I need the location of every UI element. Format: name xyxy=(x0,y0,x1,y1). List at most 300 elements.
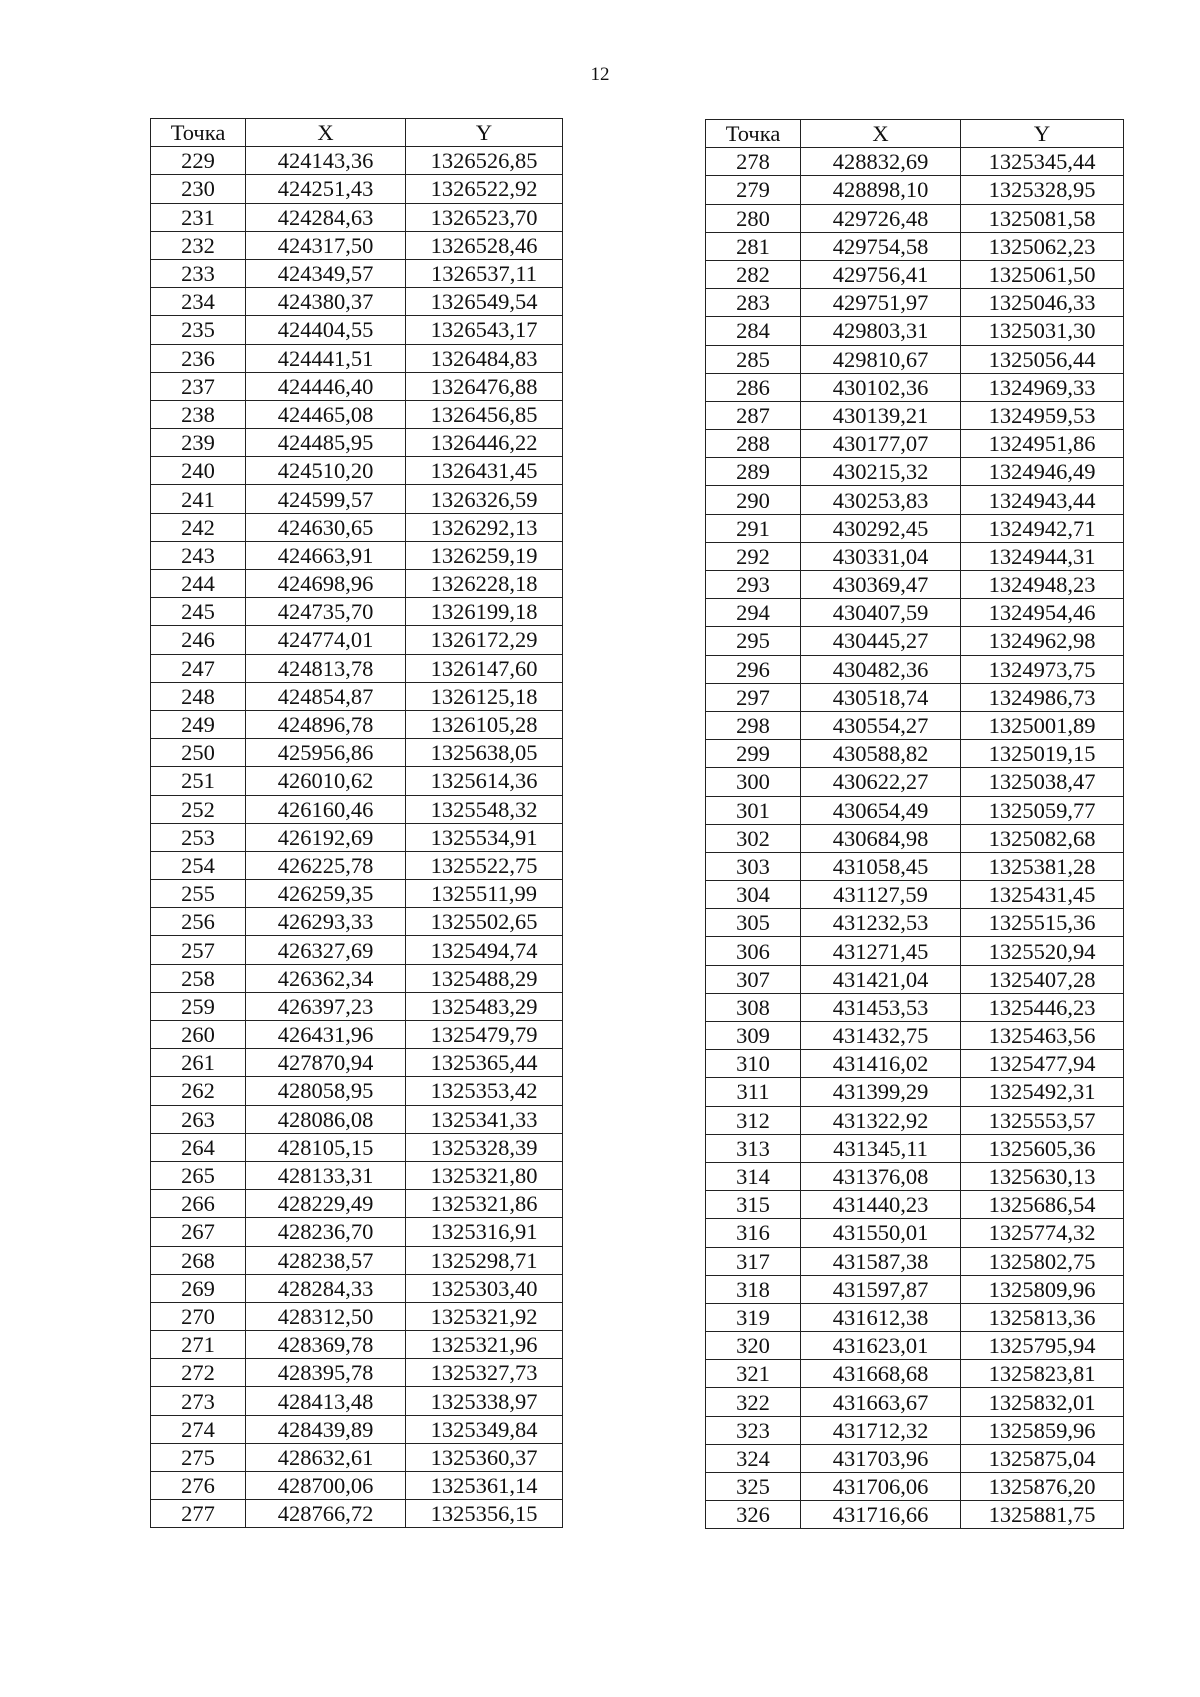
point-cell: 317 xyxy=(706,1247,801,1275)
x-cell: 430684,98 xyxy=(801,824,961,852)
table-row xyxy=(706,1416,1124,1444)
point-cell: 275 xyxy=(151,1443,246,1471)
point-cell: 265 xyxy=(151,1161,246,1189)
point-cell: 262 xyxy=(151,1077,246,1105)
point-cell: 248 xyxy=(151,682,246,710)
x-cell: 431058,45 xyxy=(801,852,961,880)
x-cell: 428284,33 xyxy=(246,1274,406,1302)
table-row xyxy=(151,1246,563,1274)
point-cell: 316 xyxy=(706,1219,801,1247)
point-cell: 251 xyxy=(151,767,246,795)
y-cell: 1325463,56 xyxy=(961,1022,1124,1050)
point-cell: 277 xyxy=(151,1500,246,1528)
point-cell: 240 xyxy=(151,457,246,485)
table-row xyxy=(706,514,1124,542)
point-cell: 234 xyxy=(151,288,246,316)
table-row xyxy=(151,372,563,400)
point-cell: 286 xyxy=(706,373,801,401)
x-cell: 429754,58 xyxy=(801,232,961,260)
y-cell: 1326526,85 xyxy=(406,147,563,175)
x-cell: 424465,08 xyxy=(246,400,406,428)
x-cell: 430407,59 xyxy=(801,599,961,627)
table-row xyxy=(706,260,1124,288)
y-cell: 1325494,74 xyxy=(406,936,563,964)
y-cell: 1326125,18 xyxy=(406,682,563,710)
point-cell: 239 xyxy=(151,429,246,457)
table-row xyxy=(151,570,563,598)
point-cell: 268 xyxy=(151,1246,246,1274)
x-column-header: X xyxy=(801,120,961,148)
table-row xyxy=(706,232,1124,260)
table-row xyxy=(706,373,1124,401)
point-cell: 252 xyxy=(151,795,246,823)
point-cell: 254 xyxy=(151,851,246,879)
y-cell: 1326484,83 xyxy=(406,344,563,372)
table-row xyxy=(706,796,1124,824)
table-row xyxy=(151,851,563,879)
point-cell: 300 xyxy=(706,768,801,796)
point-cell: 279 xyxy=(706,176,801,204)
table-row xyxy=(151,1218,563,1246)
table-row xyxy=(151,767,563,795)
point-cell: 281 xyxy=(706,232,801,260)
table-row xyxy=(706,711,1124,739)
y-cell: 1325059,77 xyxy=(961,796,1124,824)
x-cell: 430518,74 xyxy=(801,683,961,711)
table-row xyxy=(151,936,563,964)
table-header-row xyxy=(706,120,1124,148)
x-cell: 431703,96 xyxy=(801,1444,961,1472)
point-cell: 289 xyxy=(706,458,801,486)
y-cell: 1325638,05 xyxy=(406,739,563,767)
y-cell: 1325328,39 xyxy=(406,1133,563,1161)
table-row xyxy=(151,1274,563,1302)
x-cell: 431440,23 xyxy=(801,1191,961,1219)
x-cell: 431127,59 xyxy=(801,881,961,909)
point-cell: 233 xyxy=(151,259,246,287)
point-cell: 325 xyxy=(706,1473,801,1501)
y-cell: 1325381,28 xyxy=(961,852,1124,880)
y-cell: 1324946,49 xyxy=(961,458,1124,486)
x-cell: 424663,91 xyxy=(246,541,406,569)
y-cell: 1325813,36 xyxy=(961,1303,1124,1331)
x-cell: 430102,36 xyxy=(801,373,961,401)
table-row xyxy=(706,768,1124,796)
table-row xyxy=(151,259,563,287)
y-cell: 1325605,36 xyxy=(961,1134,1124,1162)
y-cell: 1325321,86 xyxy=(406,1190,563,1218)
x-cell: 428395,78 xyxy=(246,1359,406,1387)
y-cell: 1324986,73 xyxy=(961,683,1124,711)
y-cell: 1325553,57 xyxy=(961,1106,1124,1134)
x-cell: 426010,62 xyxy=(246,767,406,795)
y-cell: 1325686,54 xyxy=(961,1191,1124,1219)
y-cell: 1325001,89 xyxy=(961,711,1124,739)
table-row xyxy=(706,571,1124,599)
x-cell: 428238,57 xyxy=(246,1246,406,1274)
y-cell: 1324954,46 xyxy=(961,599,1124,627)
x-cell: 428229,49 xyxy=(246,1190,406,1218)
point-cell: 315 xyxy=(706,1191,801,1219)
x-cell: 424446,40 xyxy=(246,372,406,400)
point-cell: 263 xyxy=(151,1105,246,1133)
point-cell: 304 xyxy=(706,881,801,909)
x-cell: 424630,65 xyxy=(246,513,406,541)
x-cell: 430177,07 xyxy=(801,430,961,458)
table-row xyxy=(706,1191,1124,1219)
y-cell: 1326456,85 xyxy=(406,400,563,428)
y-cell: 1325832,01 xyxy=(961,1388,1124,1416)
table-row xyxy=(151,823,563,851)
y-cell: 1324942,71 xyxy=(961,514,1124,542)
coordinates-table-right xyxy=(705,119,1124,1529)
point-cell: 249 xyxy=(151,710,246,738)
y-cell: 1325046,33 xyxy=(961,289,1124,317)
table-row xyxy=(706,1134,1124,1162)
table-row xyxy=(151,203,563,231)
point-cell: 247 xyxy=(151,654,246,682)
table-row xyxy=(151,1133,563,1161)
point-cell: 236 xyxy=(151,344,246,372)
x-cell: 431550,01 xyxy=(801,1219,961,1247)
x-cell: 430369,47 xyxy=(801,571,961,599)
table-row xyxy=(706,1501,1124,1529)
y-cell: 1325349,84 xyxy=(406,1415,563,1443)
y-cell: 1325353,42 xyxy=(406,1077,563,1105)
x-cell: 426259,35 xyxy=(246,880,406,908)
point-cell: 253 xyxy=(151,823,246,851)
point-cell: 273 xyxy=(151,1387,246,1415)
table-row xyxy=(151,739,563,767)
table-row xyxy=(151,992,563,1020)
point-cell: 259 xyxy=(151,992,246,1020)
x-cell: 426192,69 xyxy=(246,823,406,851)
y-cell: 1324944,31 xyxy=(961,542,1124,570)
table-row xyxy=(706,176,1124,204)
point-cell: 267 xyxy=(151,1218,246,1246)
y-cell: 1325365,44 xyxy=(406,1049,563,1077)
y-cell: 1325802,75 xyxy=(961,1247,1124,1275)
table-row xyxy=(706,430,1124,458)
x-cell: 431376,08 xyxy=(801,1162,961,1190)
x-cell: 429751,97 xyxy=(801,289,961,317)
point-cell: 282 xyxy=(706,260,801,288)
y-cell: 1325522,75 xyxy=(406,851,563,879)
point-cell: 256 xyxy=(151,908,246,936)
table-row xyxy=(706,852,1124,880)
x-cell: 431345,11 xyxy=(801,1134,961,1162)
y-cell: 1325859,96 xyxy=(961,1416,1124,1444)
point-cell: 321 xyxy=(706,1360,801,1388)
x-cell: 424485,95 xyxy=(246,429,406,457)
y-cell: 1325356,15 xyxy=(406,1500,563,1528)
y-cell: 1325321,80 xyxy=(406,1161,563,1189)
x-cell: 424735,70 xyxy=(246,598,406,626)
table-row xyxy=(706,1050,1124,1078)
table-row xyxy=(706,1275,1124,1303)
x-cell: 425956,86 xyxy=(246,739,406,767)
y-cell: 1325019,15 xyxy=(961,740,1124,768)
table-row xyxy=(151,682,563,710)
point-cell: 244 xyxy=(151,570,246,598)
table-row xyxy=(151,1387,563,1415)
point-cell: 287 xyxy=(706,401,801,429)
table-row xyxy=(151,1472,563,1500)
x-cell: 431271,45 xyxy=(801,937,961,965)
x-cell: 428766,72 xyxy=(246,1500,406,1528)
table-row xyxy=(151,964,563,992)
point-cell: 260 xyxy=(151,1021,246,1049)
table-row xyxy=(151,1415,563,1443)
point-cell: 298 xyxy=(706,711,801,739)
table-body-left xyxy=(151,147,563,1528)
point-cell: 305 xyxy=(706,909,801,937)
point-cell: 245 xyxy=(151,598,246,626)
table-row xyxy=(151,710,563,738)
x-cell: 428413,48 xyxy=(246,1387,406,1415)
y-cell: 1326446,22 xyxy=(406,429,563,457)
x-cell: 424349,57 xyxy=(246,259,406,287)
y-cell: 1326476,88 xyxy=(406,372,563,400)
y-cell: 1326228,18 xyxy=(406,570,563,598)
point-cell: 299 xyxy=(706,740,801,768)
x-cell: 431232,53 xyxy=(801,909,961,937)
y-cell: 1325511,99 xyxy=(406,880,563,908)
table-row xyxy=(151,626,563,654)
table-row xyxy=(706,1332,1124,1360)
table-row xyxy=(706,740,1124,768)
y-cell: 1324973,75 xyxy=(961,655,1124,683)
x-cell: 431597,87 xyxy=(801,1275,961,1303)
y-column-header: Y xyxy=(961,120,1124,148)
point-cell: 284 xyxy=(706,317,801,345)
y-cell: 1325446,23 xyxy=(961,993,1124,1021)
y-cell: 1325881,75 xyxy=(961,1501,1124,1529)
y-cell: 1325502,65 xyxy=(406,908,563,936)
table-row xyxy=(151,175,563,203)
y-cell: 1325876,20 xyxy=(961,1473,1124,1501)
x-cell: 431399,29 xyxy=(801,1078,961,1106)
x-cell: 431706,06 xyxy=(801,1473,961,1501)
point-cell: 232 xyxy=(151,231,246,259)
y-cell: 1325520,94 xyxy=(961,937,1124,965)
y-cell: 1324951,86 xyxy=(961,430,1124,458)
y-cell: 1325477,94 xyxy=(961,1050,1124,1078)
y-cell: 1325361,14 xyxy=(406,1472,563,1500)
table-row xyxy=(151,598,563,626)
y-cell: 1325823,81 xyxy=(961,1360,1124,1388)
table-row xyxy=(151,1443,563,1471)
table-row xyxy=(151,485,563,513)
point-cell: 294 xyxy=(706,599,801,627)
x-cell: 431421,04 xyxy=(801,965,961,993)
y-cell: 1325515,36 xyxy=(961,909,1124,937)
table-row xyxy=(706,486,1124,514)
y-cell: 1325327,73 xyxy=(406,1359,563,1387)
table-row xyxy=(706,148,1124,176)
point-cell: 271 xyxy=(151,1331,246,1359)
table-row xyxy=(706,1247,1124,1275)
x-cell: 429726,48 xyxy=(801,204,961,232)
x-cell: 430622,27 xyxy=(801,768,961,796)
coordinates-table-left xyxy=(150,118,563,1528)
x-cell: 431712,32 xyxy=(801,1416,961,1444)
point-cell: 307 xyxy=(706,965,801,993)
y-cell: 1326431,45 xyxy=(406,457,563,485)
table-row xyxy=(706,1219,1124,1247)
x-cell: 424317,50 xyxy=(246,231,406,259)
y-cell: 1325875,04 xyxy=(961,1444,1124,1472)
y-cell: 1325548,32 xyxy=(406,795,563,823)
x-cell: 424380,37 xyxy=(246,288,406,316)
point-cell: 272 xyxy=(151,1359,246,1387)
y-cell: 1325062,23 xyxy=(961,232,1124,260)
y-cell: 1325809,96 xyxy=(961,1275,1124,1303)
point-cell: 318 xyxy=(706,1275,801,1303)
y-cell: 1326523,70 xyxy=(406,203,563,231)
x-cell: 431453,53 xyxy=(801,993,961,1021)
x-cell: 428632,61 xyxy=(246,1443,406,1471)
x-cell: 431416,02 xyxy=(801,1050,961,1078)
x-cell: 431623,01 xyxy=(801,1332,961,1360)
table-row xyxy=(706,542,1124,570)
x-cell: 428086,08 xyxy=(246,1105,406,1133)
point-cell: 295 xyxy=(706,627,801,655)
point-cell: 310 xyxy=(706,1050,801,1078)
point-cell: 323 xyxy=(706,1416,801,1444)
y-cell: 1324962,98 xyxy=(961,627,1124,655)
point-cell: 270 xyxy=(151,1302,246,1330)
x-cell: 426431,96 xyxy=(246,1021,406,1049)
table-row xyxy=(151,1331,563,1359)
table-row xyxy=(151,1021,563,1049)
x-cell: 431716,66 xyxy=(801,1501,961,1529)
x-cell: 426160,46 xyxy=(246,795,406,823)
table-row xyxy=(706,1162,1124,1190)
x-column-header: X xyxy=(246,119,406,147)
y-cell: 1325303,40 xyxy=(406,1274,563,1302)
x-cell: 429810,67 xyxy=(801,345,961,373)
table-row xyxy=(151,344,563,372)
x-cell: 430215,32 xyxy=(801,458,961,486)
point-cell: 258 xyxy=(151,964,246,992)
x-cell: 427870,94 xyxy=(246,1049,406,1077)
table-row xyxy=(706,937,1124,965)
y-cell: 1325614,36 xyxy=(406,767,563,795)
point-cell: 319 xyxy=(706,1303,801,1331)
point-cell: 255 xyxy=(151,880,246,908)
x-cell: 430445,27 xyxy=(801,627,961,655)
table-row xyxy=(706,345,1124,373)
point-cell: 250 xyxy=(151,739,246,767)
point-cell: 229 xyxy=(151,147,246,175)
point-cell: 266 xyxy=(151,1190,246,1218)
point-cell: 238 xyxy=(151,400,246,428)
x-cell: 428236,70 xyxy=(246,1218,406,1246)
table-row xyxy=(151,231,563,259)
y-cell: 1326522,92 xyxy=(406,175,563,203)
x-cell: 424599,57 xyxy=(246,485,406,513)
point-cell: 241 xyxy=(151,485,246,513)
x-cell: 431322,92 xyxy=(801,1106,961,1134)
x-cell: 430588,82 xyxy=(801,740,961,768)
point-cell: 257 xyxy=(151,936,246,964)
x-cell: 424284,63 xyxy=(246,203,406,231)
x-cell: 426225,78 xyxy=(246,851,406,879)
table-row xyxy=(151,1302,563,1330)
table-row xyxy=(706,401,1124,429)
y-cell: 1326199,18 xyxy=(406,598,563,626)
point-cell: 276 xyxy=(151,1472,246,1500)
x-cell: 430654,49 xyxy=(801,796,961,824)
y-cell: 1325328,95 xyxy=(961,176,1124,204)
point-cell: 235 xyxy=(151,316,246,344)
y-cell: 1326292,13 xyxy=(406,513,563,541)
y-cell: 1325056,44 xyxy=(961,345,1124,373)
point-cell: 296 xyxy=(706,655,801,683)
x-cell: 428133,31 xyxy=(246,1161,406,1189)
y-cell: 1324969,33 xyxy=(961,373,1124,401)
y-cell: 1325298,71 xyxy=(406,1246,563,1274)
point-cell: 261 xyxy=(151,1049,246,1077)
y-cell: 1326543,17 xyxy=(406,316,563,344)
point-cell: 278 xyxy=(706,148,801,176)
x-cell: 429756,41 xyxy=(801,260,961,288)
table-row xyxy=(706,289,1124,317)
table-row xyxy=(151,1190,563,1218)
point-cell: 314 xyxy=(706,1162,801,1190)
x-cell: 428058,95 xyxy=(246,1077,406,1105)
point-cell: 291 xyxy=(706,514,801,542)
y-cell: 1324959,53 xyxy=(961,401,1124,429)
x-cell: 431668,68 xyxy=(801,1360,961,1388)
y-cell: 1325795,94 xyxy=(961,1332,1124,1360)
y-cell: 1325061,50 xyxy=(961,260,1124,288)
point-column-header: Точка xyxy=(151,119,246,147)
table-row xyxy=(706,683,1124,711)
x-cell: 426293,33 xyxy=(246,908,406,936)
x-cell: 424698,96 xyxy=(246,570,406,598)
point-cell: 283 xyxy=(706,289,801,317)
y-cell: 1325431,45 xyxy=(961,881,1124,909)
point-cell: 324 xyxy=(706,1444,801,1472)
x-cell: 426327,69 xyxy=(246,936,406,964)
x-cell: 428898,10 xyxy=(801,176,961,204)
point-cell: 231 xyxy=(151,203,246,231)
y-cell: 1325483,29 xyxy=(406,992,563,1020)
x-cell: 431663,67 xyxy=(801,1388,961,1416)
y-column-header: Y xyxy=(406,119,563,147)
point-cell: 309 xyxy=(706,1022,801,1050)
page-number: 12 xyxy=(590,64,610,85)
y-cell: 1326528,46 xyxy=(406,231,563,259)
point-cell: 269 xyxy=(151,1274,246,1302)
x-cell: 430253,83 xyxy=(801,486,961,514)
table-row xyxy=(151,316,563,344)
point-cell: 246 xyxy=(151,626,246,654)
point-cell: 302 xyxy=(706,824,801,852)
x-cell: 424441,51 xyxy=(246,344,406,372)
x-cell: 428700,06 xyxy=(246,1472,406,1500)
table-row xyxy=(706,599,1124,627)
table-row xyxy=(151,1500,563,1528)
point-cell: 308 xyxy=(706,993,801,1021)
point-cell: 293 xyxy=(706,571,801,599)
y-cell: 1325774,32 xyxy=(961,1219,1124,1247)
table-row xyxy=(706,627,1124,655)
point-cell: 243 xyxy=(151,541,246,569)
table-row xyxy=(706,909,1124,937)
